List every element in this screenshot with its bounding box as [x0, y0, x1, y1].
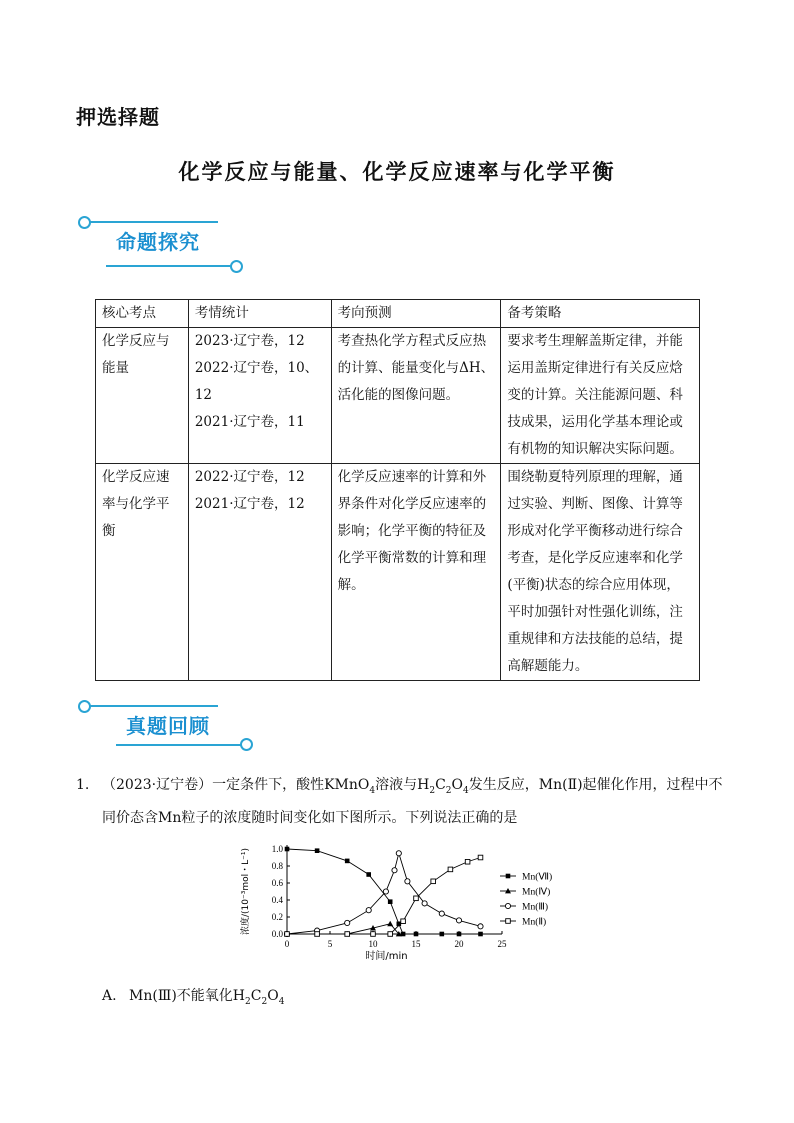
data-point	[478, 932, 483, 937]
data-point	[345, 859, 350, 864]
table-header: 核心考点	[96, 300, 189, 328]
table-row	[96, 328, 700, 464]
data-point	[383, 889, 388, 894]
data-point	[366, 872, 371, 877]
page-title: 化学反应与能量、化学反应速率与化学平衡	[178, 160, 616, 184]
legend-marker	[506, 919, 511, 924]
data-point	[387, 921, 393, 926]
x-axis-label: 时间/min	[365, 951, 408, 962]
y-tick-label: 0.6	[271, 878, 283, 888]
data-point	[448, 867, 453, 872]
formula-h2c2o4: $H_2C_2O_4$	[232, 988, 285, 1007]
x-tick-label: 10	[368, 939, 378, 949]
data-point	[457, 932, 462, 937]
x-tick-label: 5	[327, 939, 333, 949]
table-header: 考情统计	[188, 300, 331, 328]
data-point	[345, 920, 350, 925]
legend-label: Mn(Ⅱ)	[522, 917, 547, 928]
legend-marker	[506, 874, 511, 879]
question-line-1: 1. （2023·辽宁卷）一定条件下，酸性KMnO$_4$溶液与$H_2C_2O_4$发生反应，Mn(Ⅱ)起催化作用，过程中不	[76, 772, 726, 805]
question-number: 1.	[76, 777, 90, 793]
section-label: 押选择题	[76, 105, 160, 129]
table-cell-topic: 化学反应与 能量	[96, 328, 189, 464]
banner-zhenti	[78, 692, 268, 762]
banner-line	[116, 744, 246, 746]
banner-label: 真题回顾	[126, 714, 210, 738]
question-source: （2023·辽宁卷）	[102, 777, 213, 793]
table-header-row	[96, 300, 700, 328]
banner-circle-icon	[230, 260, 243, 273]
banner-circle-icon	[240, 738, 253, 751]
y-tick-label: 0.8	[271, 861, 283, 871]
formula-h2c2o4: $H_2C_2O_4$	[417, 777, 469, 796]
data-point	[366, 908, 371, 913]
data-point	[422, 901, 427, 906]
y-tick-label: 0.0	[271, 929, 283, 939]
legend-marker	[505, 903, 510, 908]
data-point	[401, 919, 406, 924]
legend-label: Mn(Ⅶ)	[522, 872, 553, 883]
data-point	[315, 848, 320, 853]
table-row	[96, 464, 700, 681]
data-point	[440, 932, 445, 937]
data-point	[478, 855, 483, 860]
legend-label: Mn(Ⅲ)	[522, 902, 549, 913]
data-point	[285, 932, 290, 937]
legend-label: Mn(Ⅳ)	[522, 887, 551, 898]
table-cell-stats: 2022·辽宁卷，12 2021·辽宁卷，12	[188, 464, 331, 681]
question-1	[76, 772, 726, 832]
question-line-2: 同价态含Mn粒子的浓度随时间变化如下图所示。下列说法正确的是	[102, 809, 518, 826]
option-letter: A.	[102, 988, 117, 1004]
banner-line	[90, 705, 218, 707]
x-tick-label: 15	[411, 939, 421, 949]
data-point	[414, 932, 419, 937]
table-cell-strategy: 围绕勒夏特列原理的理解，通 过实验、判断、图像、计算等 形成对化学平衡移动进行综合 考查，是化学反应速率和化学 (平衡)状态的综合应用体现， 平时加强针对性强化训练，注 重规律和方法技能的总结，提 高解题能力。	[501, 464, 700, 681]
data-point	[388, 899, 393, 904]
data-point	[456, 918, 461, 923]
table-cell-strategy: 要求考生理解盖斯定律，并能 运用盖斯定律进行有关反应焓 变的计算。关注能源问题、科 技成果，运用化学基本理论或 有机物的知识解决实际问题。	[501, 328, 700, 464]
option-text: Mn(Ⅲ)不能氧化	[129, 988, 233, 1004]
data-point	[431, 879, 436, 884]
y-tick-label: 1.0	[271, 844, 283, 854]
data-point	[396, 851, 401, 856]
data-point	[478, 924, 483, 929]
data-point	[285, 847, 290, 852]
data-point	[388, 932, 393, 937]
x-tick-label: 0	[284, 939, 290, 949]
banner-mingti	[78, 208, 268, 278]
y-axis-label: 浓度/(10⁻³mol・L⁻¹)	[241, 847, 251, 936]
table-cell-topic: 化学反应速 率与化学平 衡	[96, 464, 189, 681]
exam-table	[95, 299, 700, 681]
data-point	[345, 932, 350, 937]
table-cell-forecast: 考查热化学方程式反应热 的计算、能量变化与ΔH、 活化能的图像问题。	[331, 328, 501, 464]
formula-kmno4: KMnO$_4$	[324, 777, 376, 796]
banner-line	[106, 265, 236, 267]
y-tick-label: 0.4	[271, 895, 283, 905]
x-tick-label: 25	[497, 939, 507, 949]
option-a	[102, 985, 284, 1007]
x-tick-label: 20	[454, 939, 464, 949]
data-point	[439, 911, 444, 916]
banner-label: 命题探究	[116, 230, 200, 254]
data-point	[401, 932, 406, 937]
y-tick-label: 0.2	[271, 912, 283, 922]
concentration-chart	[232, 832, 592, 977]
data-point	[315, 932, 320, 937]
data-point	[465, 859, 470, 864]
data-point	[405, 879, 410, 884]
data-point	[371, 932, 376, 937]
data-point	[392, 868, 397, 873]
table-cell-forecast: 化学反应速率的计算和外 界条件对化学反应速率的 影响；化学平衡的特征及 化学平衡常数的计算和理 解。	[331, 464, 501, 681]
table-header: 考向预测	[331, 300, 501, 328]
table-cell-stats: 2023·辽宁卷，12 2022·辽宁卷，10、12 2021·辽宁卷，11	[188, 328, 331, 464]
table-header: 备考策略	[501, 300, 700, 328]
banner-line	[90, 221, 218, 223]
data-point	[414, 896, 419, 901]
